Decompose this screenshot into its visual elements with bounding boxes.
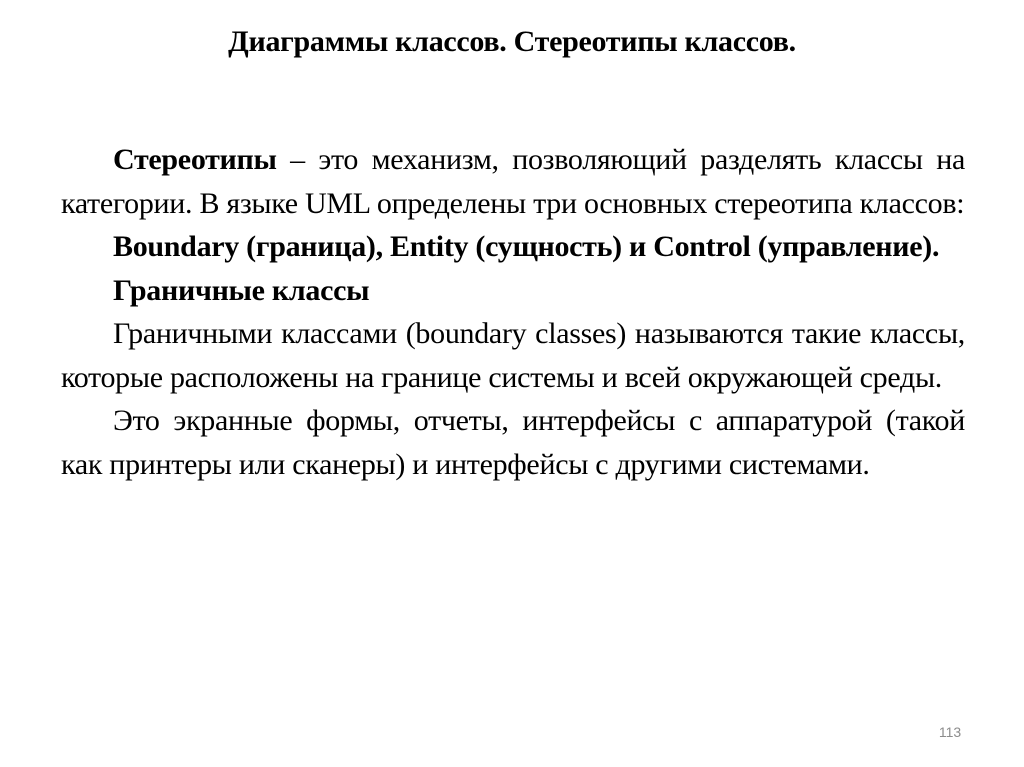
slide-title: Диаграммы классов. Стереотипы классов. — [228, 25, 796, 58]
paragraph-boundary-definition: Граничными классами (boundary classes) называются такие классы, которые расположены на границе системы и всей окружающей среды. — [61, 317, 965, 394]
definition-text: – это механизм, позволяющий разделять классы на категории. В языке UML определены три основных стереотипа классов: — [61, 143, 965, 220]
paragraph-stereotypes-definition — [61, 138, 965, 225]
slide-body — [61, 138, 965, 486]
paragraph-boundary-examples: Это экранные формы, отчеты, интерфейсы с аппаратурой (такой как принтеры или сканеры) и интерфейсы с другими системами. — [61, 404, 965, 481]
term-stereotypes: Стереотипы — [113, 143, 277, 176]
page-number: 113 — [938, 724, 962, 740]
subheading-boundary-classes: Граничные классы — [113, 273, 370, 307]
paragraph-stereotype-list: Boundary (граница), Entity (сущность) и Control (управление). — [113, 230, 940, 263]
